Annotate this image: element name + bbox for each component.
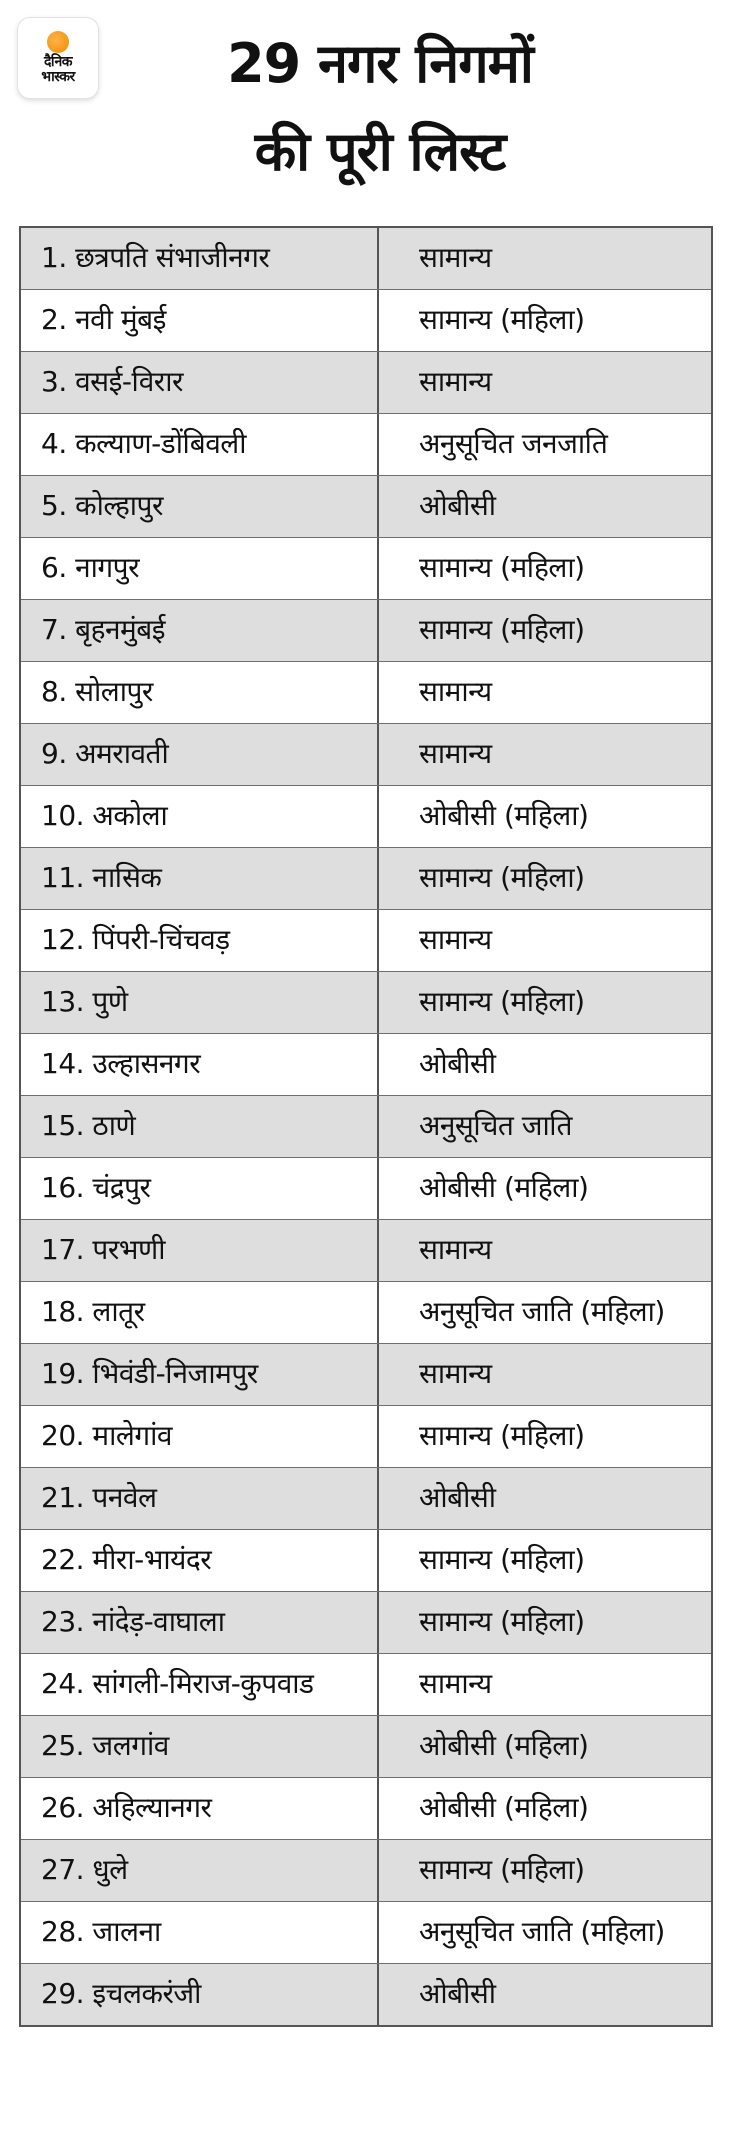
corporation-name: 16. चंद्रपुर — [21, 1158, 379, 1219]
reservation-category: सामान्य (महिला) — [419, 1419, 585, 1452]
corporation-name: 22. मीरा-भायंदर — [21, 1530, 379, 1591]
reservation-category: अनुसूचित जनजाति — [419, 427, 608, 460]
reservation-category: सामान्य (महिला) — [419, 1605, 585, 1638]
sun-icon — [47, 31, 69, 53]
table-row — [21, 1468, 711, 1530]
reservation-category: ओबीसी (महिला) — [419, 1791, 589, 1824]
corporation-name: 7. बृहनमुंबई — [21, 600, 379, 661]
corporation-name: 15. ठाणे — [21, 1096, 379, 1157]
reservation-category: ओबीसी (महिला) — [419, 1171, 589, 1204]
table-row — [21, 1096, 711, 1158]
table-row — [21, 1840, 711, 1902]
reservation-category: सामान्य (महिला) — [419, 613, 585, 646]
corporation-name: 25. जलगांव — [21, 1716, 379, 1777]
table-row — [21, 724, 711, 786]
table-row — [21, 1344, 711, 1406]
corporation-name: 3. वसई-विरार — [21, 352, 379, 413]
table-row — [21, 352, 711, 414]
table-row — [21, 1034, 711, 1096]
reservation-category: सामान्य (महिला) — [419, 861, 585, 894]
reservation-category: अनुसूचित जाति (महिला) — [419, 1915, 665, 1948]
dainik-bhaskar-logo — [18, 18, 98, 98]
corporation-name: 23. नांदेड़-वाघाला — [21, 1592, 379, 1653]
table-row — [21, 476, 711, 538]
corporation-table — [19, 226, 713, 2027]
corporation-name: 9. अमरावती — [21, 724, 379, 785]
reservation-category: सामान्य — [419, 923, 492, 956]
logo-text: दैनिक भास्कर — [41, 54, 75, 85]
reservation-category: सामान्य — [419, 241, 492, 274]
reservation-category: सामान्य — [419, 365, 492, 398]
corporation-name: 13. पुणे — [21, 972, 379, 1033]
corporation-name: 8. सोलापुर — [21, 662, 379, 723]
reservation-category: अनुसूचित जाति — [419, 1109, 572, 1142]
table-row — [21, 1282, 711, 1344]
corporation-name: 1. छत्रपति संभाजीनगर — [21, 228, 379, 289]
table-row — [21, 1964, 711, 2025]
corporation-name: 12. पिंपरी-चिंचवड़ — [21, 910, 379, 971]
corporation-name: 14. उल्हासनगर — [21, 1034, 379, 1095]
corporation-name: 2. नवी मुंबई — [21, 290, 379, 351]
reservation-category: ओबीसी (महिला) — [419, 799, 589, 832]
reservation-category: ओबीसी — [419, 1977, 496, 2010]
reservation-category: सामान्य (महिला) — [419, 1543, 585, 1576]
corporation-name: 6. नागपुर — [21, 538, 379, 599]
corporation-name: 29. इचलकरंजी — [21, 1964, 379, 2025]
table-row — [21, 1716, 711, 1778]
table-row — [21, 228, 711, 290]
corporation-name: 10. अकोला — [21, 786, 379, 847]
reservation-category: सामान्य — [419, 1667, 492, 1700]
reservation-category: सामान्य — [419, 737, 492, 770]
corporation-name: 5. कोल्हापुर — [21, 476, 379, 537]
table-row — [21, 1592, 711, 1654]
table-row — [21, 1654, 711, 1716]
table-row — [21, 600, 711, 662]
table-row — [21, 786, 711, 848]
reservation-category: सामान्य (महिला) — [419, 551, 585, 584]
corporation-name: 21. पनवेल — [21, 1468, 379, 1529]
table-row — [21, 538, 711, 600]
table-row — [21, 1902, 711, 1964]
corporation-name: 4. कल्याण-डोंबिवली — [21, 414, 379, 475]
reservation-category: सामान्य (महिला) — [419, 985, 585, 1018]
table-row — [21, 290, 711, 352]
corporation-name: 27. धुले — [21, 1840, 379, 1901]
corporation-name: 24. सांगली-मिराज-कुपवाड — [21, 1654, 379, 1715]
reservation-category: सामान्य — [419, 675, 492, 708]
table-row — [21, 1530, 711, 1592]
reservation-category: ओबीसी — [419, 1047, 496, 1080]
reservation-category: ओबीसी — [419, 489, 496, 522]
reservation-category: अनुसूचित जाति (महिला) — [419, 1295, 665, 1328]
corporation-name: 20. मालेगांव — [21, 1406, 379, 1467]
corporation-name: 18. लातूर — [21, 1282, 379, 1343]
corporation-name: 28. जालना — [21, 1902, 379, 1963]
reservation-category: सामान्य — [419, 1233, 492, 1266]
table-row — [21, 848, 711, 910]
table-row — [21, 414, 711, 476]
table-row — [21, 1406, 711, 1468]
table-row — [21, 1220, 711, 1282]
table-row — [21, 910, 711, 972]
corporation-name: 17. परभणी — [21, 1220, 379, 1281]
reservation-category: ओबीसी (महिला) — [419, 1729, 589, 1762]
title-line-2: की पूरी लिस्ट — [254, 120, 506, 183]
corporation-name: 11. नासिक — [21, 848, 379, 909]
reservation-category: सामान्य — [419, 1357, 492, 1390]
page-title — [100, 20, 660, 196]
table-row — [21, 662, 711, 724]
reservation-category: सामान्य (महिला) — [419, 303, 585, 336]
table-row — [21, 972, 711, 1034]
corporation-name: 19. भिवंडी-निजामपुर — [21, 1344, 379, 1405]
table-row — [21, 1778, 711, 1840]
reservation-category: सामान्य (महिला) — [419, 1853, 585, 1886]
corporation-name: 26. अहिल्यानगर — [21, 1778, 379, 1839]
reservation-category: ओबीसी — [419, 1481, 496, 1514]
title-line-1: 29 नगर निगमों — [227, 32, 533, 95]
table-row — [21, 1158, 711, 1220]
